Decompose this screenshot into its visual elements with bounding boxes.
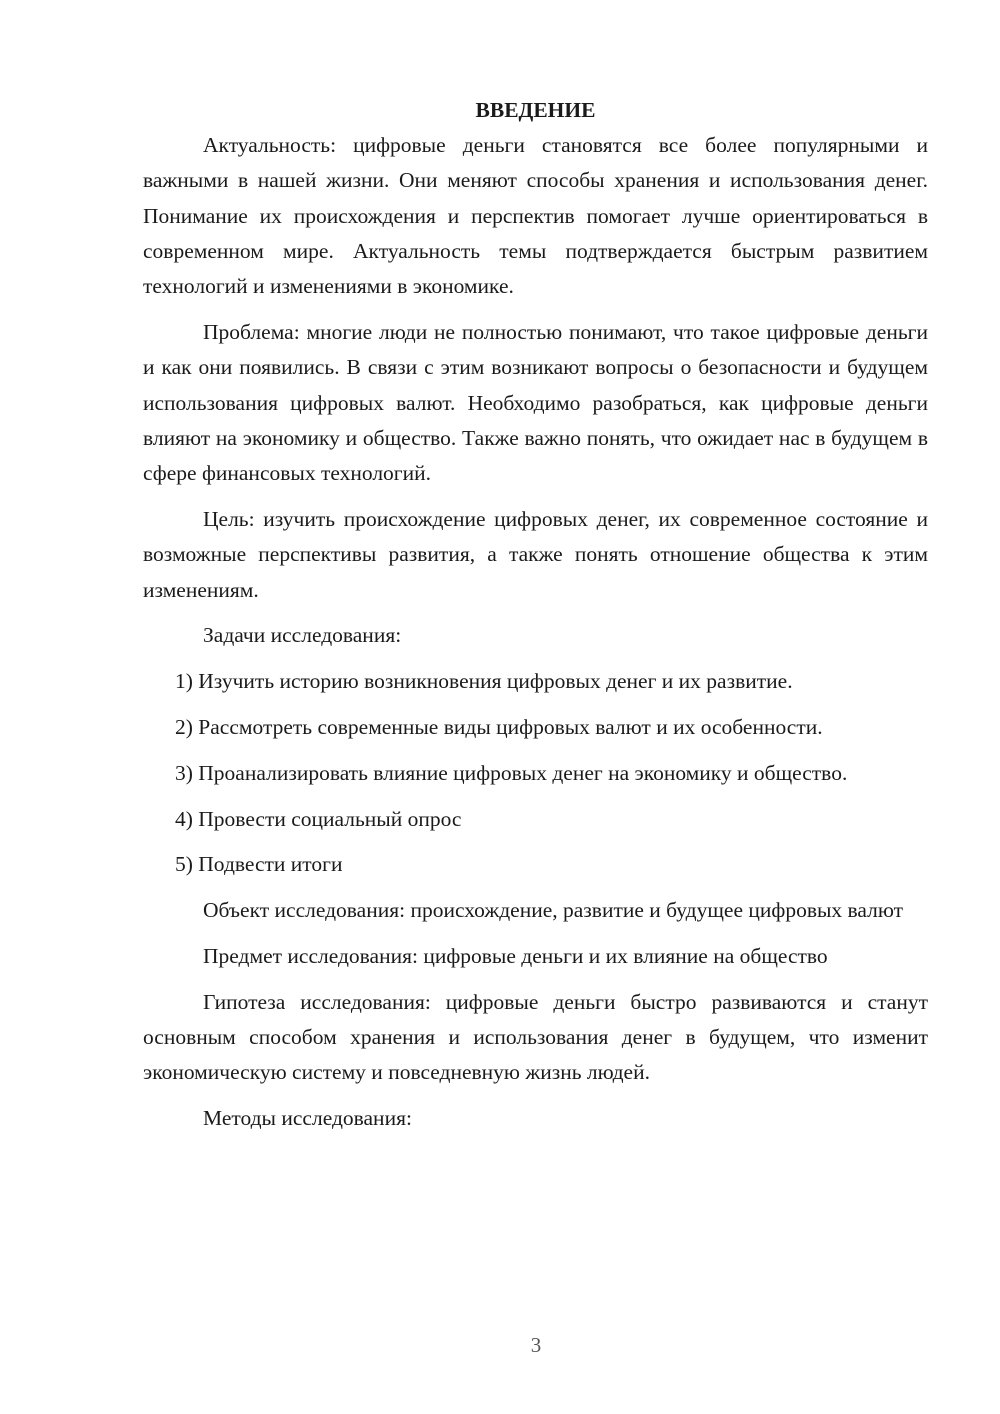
task-item-1: 1) Изучить историю возникновения цифровых денег и их развитие.: [175, 669, 793, 694]
task-item-3: 3) Проанализировать влияние цифровых денег на экономику и общество.: [175, 760, 848, 785]
page-content: [143, 92, 928, 1147]
paragraph-methods: Методы исследования:: [203, 1106, 412, 1131]
section-heading: ВВЕДЕНИЕ: [475, 98, 596, 122]
task-item-2: 2) Рассмотреть современные виды цифровых валют и их особенности.: [175, 714, 823, 739]
paragraph-object: Объект исследования: происхождение, развитие и будущее цифровых валют: [203, 898, 904, 923]
page-number: 3: [530, 1333, 542, 1357]
paragraph-subject: Предмет исследования: цифровые деньги и их влияние на общество: [203, 943, 828, 968]
paragraph-relevance: Актуальность: цифровые деньги становятся все более популярными и важными в нашей жизни. Они меняют способы хранения и использования денег. Понимание их происхождения и перспектив помогает лучше ориентироваться в современном мире. Актуальность темы подтверждается быстрым развитием технологий и изменениями в экономике.: [143, 133, 928, 299]
task-item-5: 5) Подвести итоги: [175, 852, 343, 877]
task-item-4: 4) Провести социальный опрос: [175, 806, 462, 831]
paragraph-problem: Проблема: многие люди не полностью понимают, что такое цифровые деньги и как они появились. В связи с этим возникают вопросы о безопасности и будущем использования цифровых валют. Необходимо разобраться, как цифровые деньги влияют на экономику и общество. Также важно понять, что ожидает нас в будущем в сфере финансовых технологий.: [143, 319, 928, 486]
paragraph-tasks-title: Задачи исследования:: [203, 623, 402, 648]
paragraph-goal: Цель: изучить происхождение цифровых денег, их современное состояние и возможные перспективы развития, а также понять отношение общества к этим изменениям.: [143, 506, 928, 602]
paragraph-hypothesis: Гипотеза исследования: цифровые деньги быстро развиваются и станут основным способом хранения и использования денег в будущем, что изменит экономическую систему и повседневную жизнь людей.: [143, 989, 928, 1085]
